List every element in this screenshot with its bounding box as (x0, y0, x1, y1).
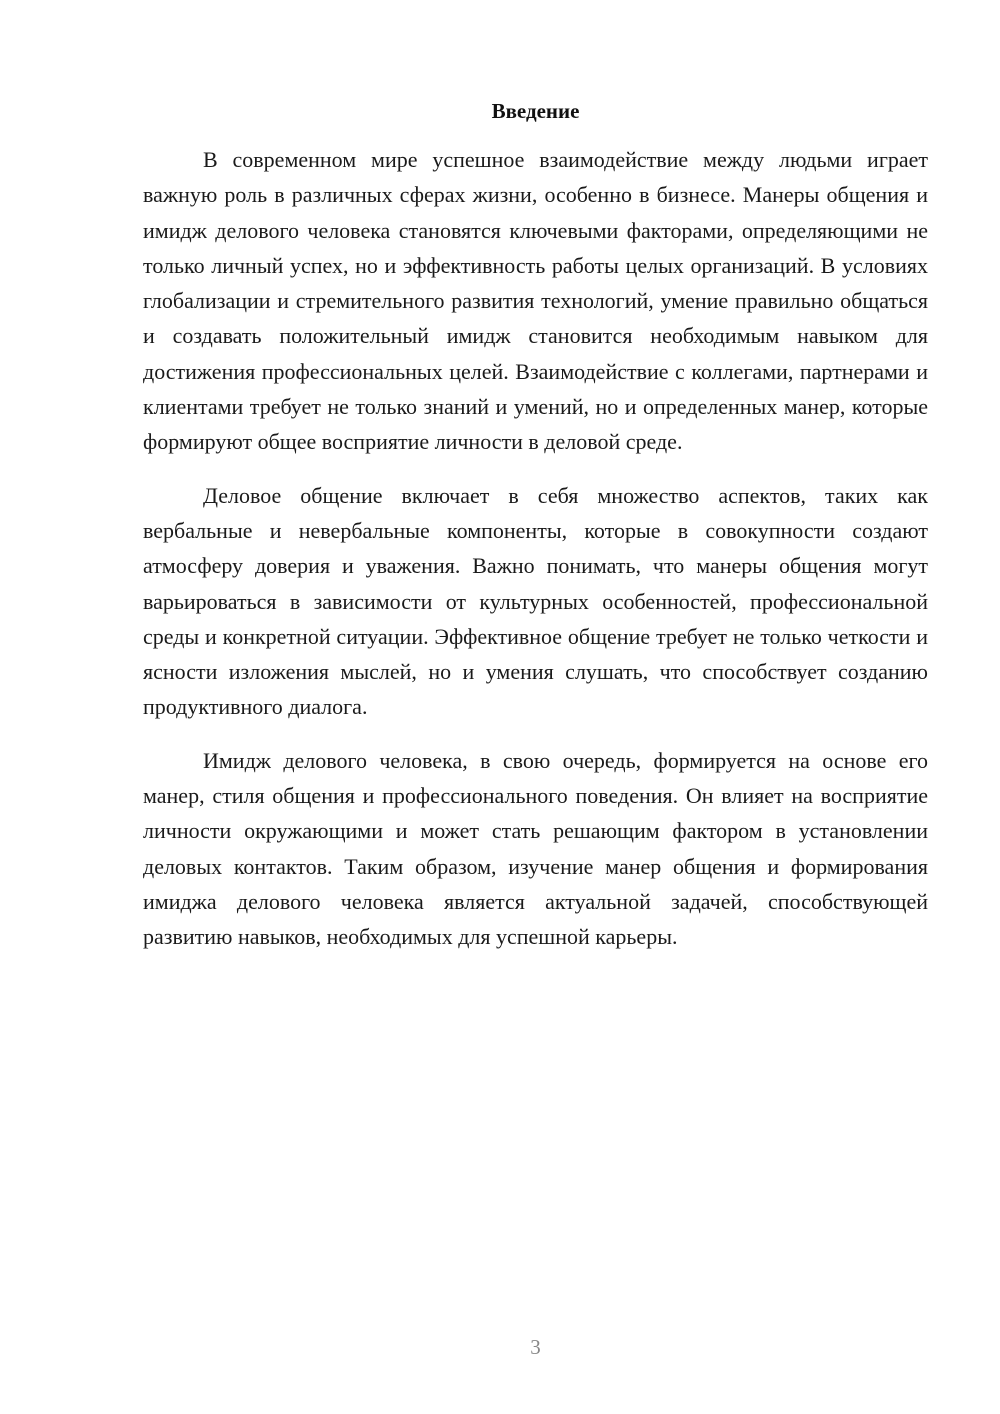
paragraph-3: Имидж делового человека, в свою очередь, формируется на основе его манер, стиля общения и профессионального поведения. Он влияет на восприятие личности окружающими и может стать решающим фактором в установлении деловых контактов. Таким образом, изучение манер общения и формирования имиджа делового человека является актуальной задачей, способствующей развитию навыков, необходимых для успешной карьеры. (143, 747, 928, 950)
page-number: 3 (530, 1335, 541, 1359)
paragraph-1: В современном мире успешное взаимодействие между людьми играет важную роль в различных сферах жизни, особенно в бизнесе. Манеры общения и имидж делового человека становятся ключевыми факторами, определяющими не только личный успех, но и эффективность работы целых организаций. В условиях глобализации и стремительного развития технологий, умение правильно общаться и создавать положительный имидж становится необходимым навыком для достижения профессиональных целей. Взаимодействие с коллегами, партнерами и клиентами требует не только знаний и умений, но и определенных манер, которые формируют общее восприятие личности в деловой среде. (143, 147, 928, 455)
section-heading: Введение (491, 99, 580, 123)
body-text (143, 142, 928, 973)
paragraph-2: Деловое общение включает в себя множество аспектов, таких как вербальные и невербальные компоненты, которые в совокупности создают атмосферу доверия и уважения. Важно понимать, что манеры общения могут варьироваться в зависимости от культурных особенностей, профессиональной среды и конкретной ситуации. Эффективное общение требует не только четкости и ясности изложения мыслей, но и умения слушать, что способствует созданию продуктивного диалога. (143, 482, 928, 720)
